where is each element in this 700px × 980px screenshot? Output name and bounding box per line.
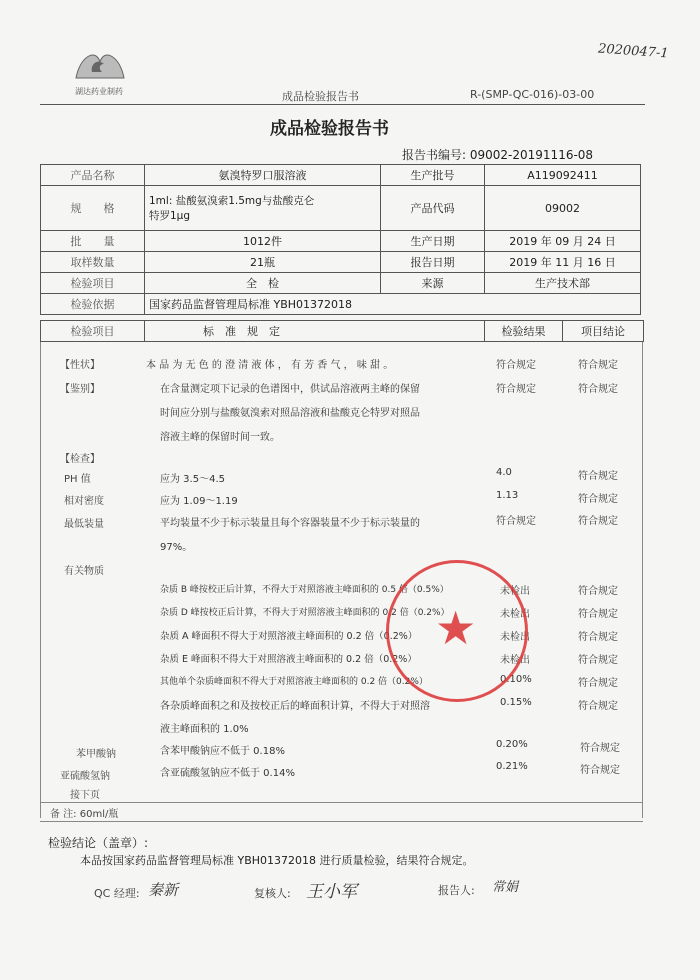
col-standard-header: 标 准 规 定 [145, 321, 485, 342]
benzoate-standard: 含苯甲酸钠应不低于 0.18% [160, 746, 285, 757]
appearance-result: 符合规定 [496, 360, 536, 371]
logo-text: 湖达药业制药 [75, 87, 123, 96]
related-row-3-result: 未检出 [500, 632, 530, 643]
remark-row [40, 802, 643, 822]
sample-qty-label: 取样数量 [41, 252, 145, 273]
product-code-label: 产品代码 [381, 186, 485, 231]
report-date-label: 报告日期 [381, 252, 485, 273]
related-label: 有关物质 [64, 566, 104, 577]
table-row [41, 165, 641, 186]
related-total-line-2: 液主峰面积的 1.0% [160, 724, 249, 735]
table-header-row [41, 321, 644, 342]
table-row [41, 252, 641, 273]
related-row-3-standard: 杂质 A 峰面积不得大于对照溶液主峰面积的 0.2 倍（0.2%） [160, 631, 418, 642]
handwritten-number: 2020047-1 [597, 41, 669, 62]
related-total-conclusion: 符合规定 [578, 701, 618, 712]
test-item-label: 检验项目 [41, 273, 145, 294]
batch-qty: 1012件 [145, 231, 381, 252]
spec-line-2: 特罗1μg [149, 210, 191, 222]
related-row-4-standard: 杂质 E 峰面积不得大于对照溶液主峰面积的 0.2 倍（0.2%） [160, 654, 417, 665]
benzoate-conclusion: 符合规定 [580, 743, 620, 754]
table-row [41, 231, 641, 252]
identification-conclusion: 符合规定 [578, 384, 618, 395]
ph-standard: 应为 3.5～4.5 [160, 474, 225, 485]
benzoate-label: 苯甲酸钠 [76, 749, 116, 760]
table-row [41, 186, 641, 231]
reviewer-signature: 王小军 [306, 882, 357, 902]
identification-result: 符合规定 [496, 384, 536, 395]
table-row [41, 294, 641, 315]
bisulfite-conclusion: 符合规定 [580, 765, 620, 776]
benzoate-result: 0.20% [496, 739, 528, 750]
remark: 备 注: 60ml/瓶 [50, 809, 119, 820]
fill-label: 最低装量 [64, 519, 104, 530]
info-table [40, 164, 641, 315]
related-row-1-standard: 杂质 B 峰按校正后计算，不得大于对照溶液主峰面积的 0.5 倍（0.5%） [160, 585, 449, 595]
identification-line-3: 溶液主峰的保留时间一致。 [160, 432, 280, 443]
basis-label: 检验依据 [41, 294, 145, 315]
fill-line-2: 97%。 [160, 542, 193, 553]
results-header-table [40, 320, 644, 342]
product-name-label: 产品名称 [41, 165, 145, 186]
related-row-5-conclusion: 符合规定 [578, 678, 618, 689]
related-row-2-conclusion: 符合规定 [578, 609, 618, 620]
qc-manager-label: QC 经理: [94, 887, 140, 900]
appearance-standard: 本 品 为 无 色 的 澄 清 液 体 ， 有 芳 香 气 ， 味 甜 。 [146, 360, 394, 371]
bisulfite-label: 亚硫酸氢钠 [60, 771, 110, 782]
spec-label: 规 格 [41, 186, 145, 231]
batch-qty-label: 批 量 [41, 231, 145, 252]
related-row-5-standard: 其他单个杂质峰面积不得大于对照溶液主峰面积的 0.2 倍（0.2%） [160, 677, 428, 687]
related-total-result: 0.15% [500, 697, 532, 708]
qc-manager-signature: 秦新 [148, 881, 179, 899]
related-row-5-result: 0.10% [500, 674, 532, 685]
bisulfite-standard: 含亚硫酸氢钠应不低于 0.14% [160, 768, 295, 779]
batch-no: A119092411 [485, 165, 641, 186]
identification-line-1: 在含量测定项下记录的色谱图中，供试品溶液两主峰的保留 [160, 384, 420, 395]
report-date: 2019 年 11 月 16 日 [485, 252, 641, 273]
report-number-label: 报告书编号: [402, 148, 467, 162]
results-left-border [40, 342, 41, 818]
density-result: 1.13 [496, 490, 519, 501]
product-code: 09002 [485, 186, 641, 231]
header-doc-code: R-(SMP-QC-016)-03-00 [470, 88, 595, 101]
spec-value [145, 186, 381, 231]
related-row-4-conclusion: 符合规定 [578, 655, 618, 666]
identification-label: 【鉴别】 [60, 384, 100, 395]
related-total-line-1: 各杂质峰面积之和及按校正后的峰面积计算，不得大于对照溶 [160, 701, 430, 712]
reviewer-label: 复核人: [254, 887, 291, 900]
ph-label: PH 值 [64, 474, 91, 485]
page-title: 成品检验报告书 [270, 119, 389, 139]
test-item: 全 检 [145, 273, 381, 294]
density-label: 相对密度 [64, 496, 104, 507]
bisulfite-result: 0.21% [496, 761, 528, 772]
col-item-header: 检验项目 [41, 321, 145, 342]
col-conclusion-header: 项目结论 [563, 321, 644, 342]
report-number-value: 09002-20191116-08 [469, 148, 594, 162]
fill-result: 符合规定 [496, 516, 536, 527]
prod-date-label: 生产日期 [381, 231, 485, 252]
company-seal [386, 560, 528, 702]
related-row-4-result: 未检出 [500, 655, 530, 666]
header-doc-title: 成品检验报告书 [282, 90, 359, 103]
prod-date: 2019 年 09 月 24 日 [485, 231, 641, 252]
fill-line-1: 平均装量不少于标示装量且每个容器装量不少于标示装量的 [160, 518, 420, 529]
source-label: 来源 [381, 273, 485, 294]
ph-conclusion: 符合规定 [578, 471, 618, 482]
related-row-3-conclusion: 符合规定 [578, 632, 618, 643]
spec-line-1: 1ml: 盐酸氨溴索1.5mg与盐酸克仑 [149, 195, 315, 207]
density-standard: 应为 1.09～1.19 [160, 496, 238, 507]
ph-result: 4.0 [496, 467, 512, 478]
related-row-2-result: 未检出 [500, 609, 530, 620]
results-right-border [642, 342, 643, 818]
seal-star-icon: ★ [435, 601, 477, 655]
sample-qty: 21瓶 [145, 252, 381, 273]
related-row-1-conclusion: 符合规定 [578, 586, 618, 597]
report-number [402, 146, 593, 163]
appearance-label: 【性状】 [60, 360, 100, 371]
basis: 国家药品监督管理局标准 YBH01372018 [145, 294, 641, 315]
batch-no-label: 生产批号 [381, 165, 485, 186]
header-rule [40, 104, 645, 105]
company-logo [70, 42, 128, 94]
related-row-2-standard: 杂质 D 峰按校正后计算，不得大于对照溶液主峰面积的 0.2 倍（0.2%） [160, 608, 450, 618]
appearance-conclusion: 符合规定 [578, 360, 618, 371]
check-label: 【检查】 [60, 454, 100, 465]
logo-mark-icon [70, 42, 128, 82]
table-row [41, 273, 641, 294]
identification-line-2: 时间应分别与盐酸氨溴索对照品溶液和盐酸克仑特罗对照品 [160, 408, 420, 419]
related-row-1-result: 未检出 [500, 586, 530, 597]
density-conclusion: 符合规定 [578, 494, 618, 505]
conclusion-text: 本品按国家药品监督管理局标准 YBH01372018 进行质量检验，结果符合规定。 [80, 854, 474, 867]
reporter-signature: 常娟 [492, 880, 519, 895]
source: 生产技术部 [485, 273, 641, 294]
col-result-header: 检验结果 [485, 321, 563, 342]
product-name: 氨溴特罗口服溶液 [145, 165, 381, 186]
conclusion-label: 检验结论（盖章）: [48, 836, 149, 850]
fill-conclusion: 符合规定 [578, 516, 618, 527]
next-page-note: 接下页 [70, 790, 100, 801]
reporter-label: 报告人: [438, 884, 475, 897]
